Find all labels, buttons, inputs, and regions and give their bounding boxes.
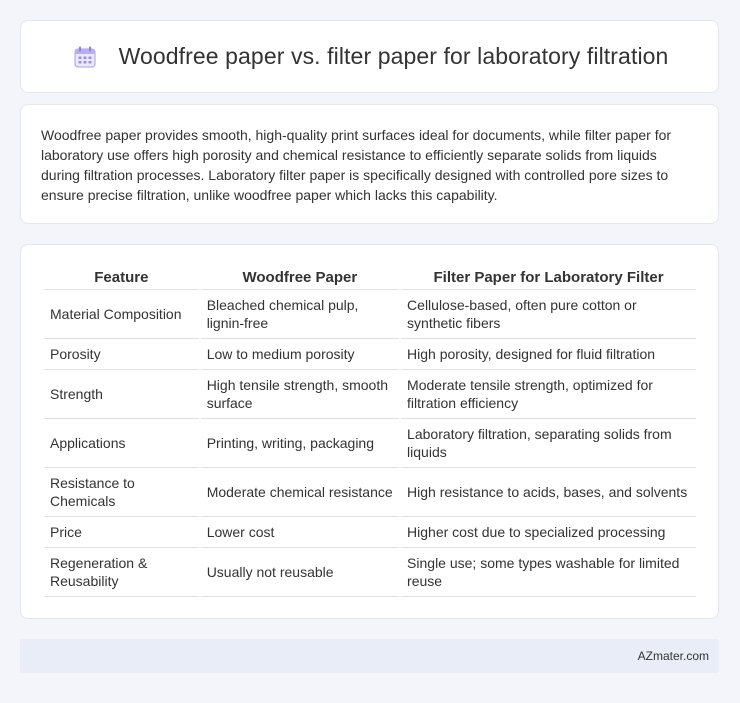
table-cell: Cellulose-based, often pure cotton or synthetic fibers [401, 290, 696, 339]
table-row [44, 290, 696, 339]
table-row [44, 419, 696, 468]
table-cell: High tensile strength, smooth surface [201, 370, 399, 419]
table-cell: Applications [44, 419, 199, 468]
table-cell: Usually not reusable [201, 548, 399, 597]
table-cell: Porosity [44, 339, 199, 370]
comparison-table [42, 265, 698, 597]
page-title: Woodfree paper vs. filter paper for laboratory filtration [118, 43, 669, 69]
table-cell: High porosity, designed for fluid filtration [401, 339, 696, 370]
table-cell: Strength [44, 370, 199, 419]
table-row [44, 548, 696, 597]
table-cell: Lower cost [201, 517, 399, 548]
table-cell: Higher cost due to specialized processing [401, 517, 696, 548]
description-card [20, 104, 719, 224]
table-cell: Price [44, 517, 199, 548]
table-cell: High resistance to acids, bases, and solvents [401, 468, 696, 517]
column-header-feature: Feature [44, 265, 199, 290]
table-row [44, 517, 696, 548]
table-cell: Printing, writing, packaging [201, 419, 399, 468]
title-bar [21, 21, 718, 92]
comparison-table-card [20, 244, 719, 619]
table-cell: Laboratory filtration, separating solids from liquids [401, 419, 696, 468]
table-header-row [44, 265, 696, 290]
calendar-icon [71, 43, 99, 71]
table-row [44, 468, 696, 517]
title-card [20, 20, 719, 93]
table-cell: Bleached chemical pulp, lignin-free [201, 290, 399, 339]
column-header-filter: Filter Paper for Laboratory Filter [401, 265, 696, 290]
table-cell: Moderate chemical resistance [201, 468, 399, 517]
footer [20, 639, 719, 673]
table-cell: Moderate tensile strength, optimized for filtration efficiency [401, 370, 696, 419]
table-row [44, 339, 696, 370]
table-cell: Single use; some types washable for limited reuse [401, 548, 696, 597]
table-cell: Resistance to Chemicals [44, 468, 199, 517]
column-header-woodfree: Woodfree Paper [201, 265, 399, 290]
description-text: Woodfree paper provides smooth, high-quality print surfaces ideal for documents, while filter paper for laboratory use offers high porosity and chemical resistance to efficiently separate solids from liquids during filtration processes. Laboratory filter paper is specifically designed with controlled pore sizes to ensure precise filtration, unlike woodfree paper which lacks this capability. [41, 127, 672, 203]
footer-credit: AZmater.com [637, 649, 709, 663]
table-cell: Material Composition [44, 290, 199, 339]
table-cell: Regeneration & Reusability [44, 548, 199, 597]
table-cell: Low to medium porosity [201, 339, 399, 370]
table-row [44, 370, 696, 419]
